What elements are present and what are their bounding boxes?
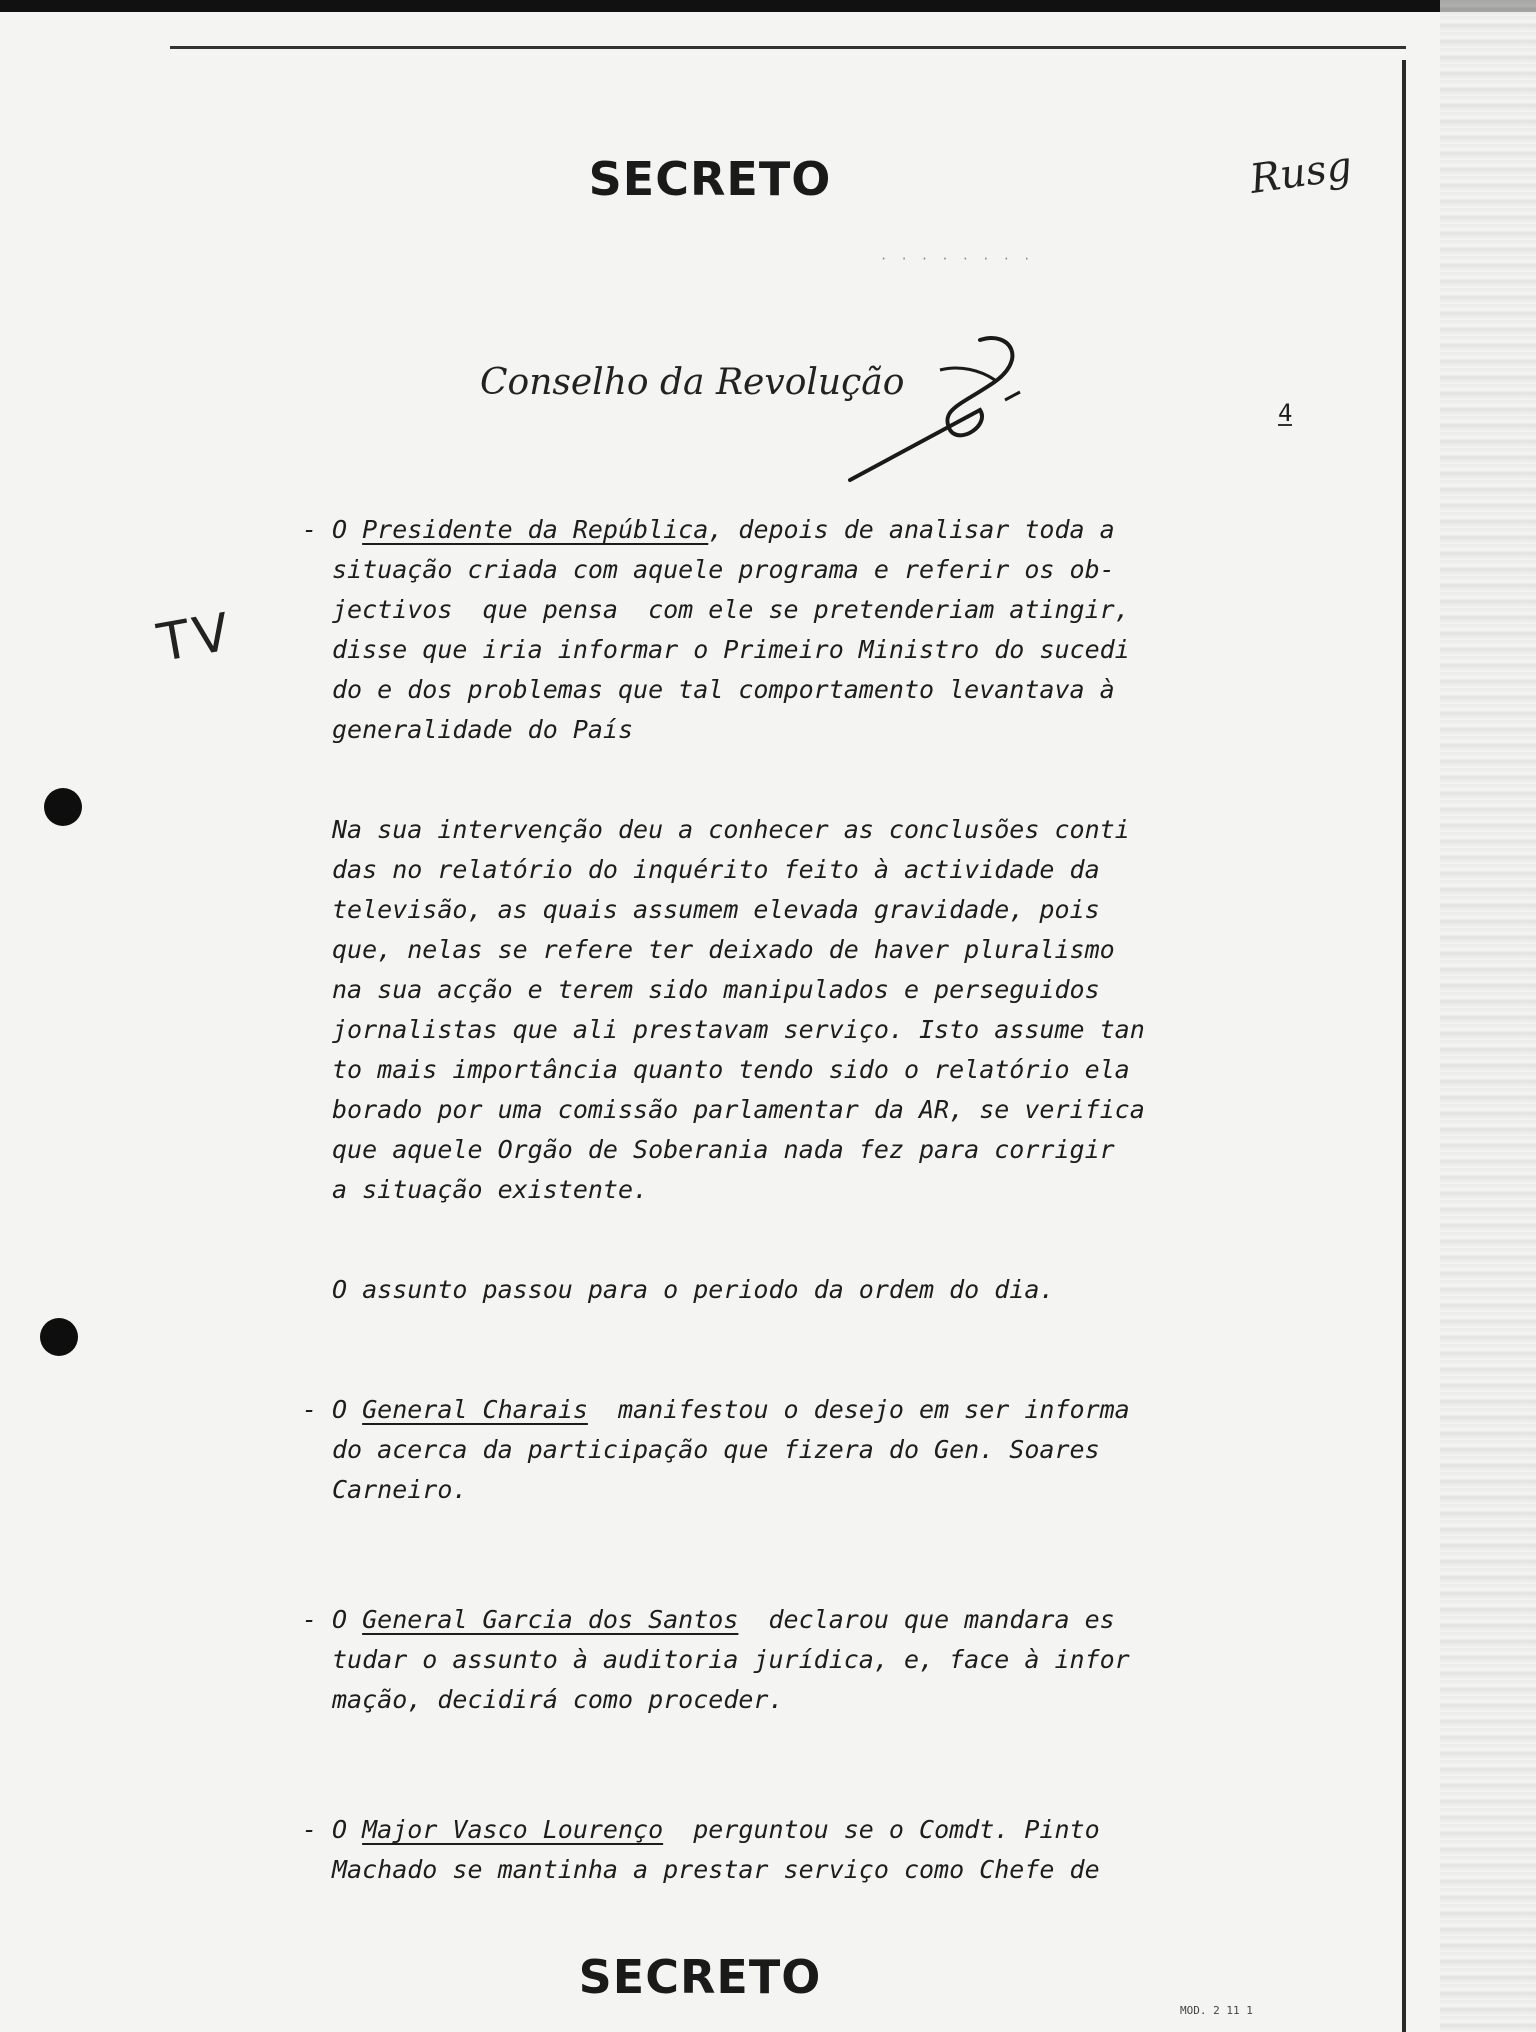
- text-line: [332, 550, 1130, 590]
- margin-note: TV: [153, 601, 238, 675]
- underlined-name: Major Vasco Lourenço: [362, 1815, 664, 1844]
- paragraph-bullet: -: [302, 515, 318, 544]
- text-run: que, nelas se refere ter deixado de haver pluralismo: [332, 935, 1115, 964]
- classification-stamp-bottom: SECRETO: [578, 1950, 822, 2004]
- text-run: televisão, as quais assumem elevada gravidade, pois: [332, 895, 1100, 924]
- text-line: [332, 590, 1130, 630]
- underlined-name: Presidente da República: [362, 515, 709, 544]
- text-line: [332, 1010, 1145, 1050]
- text-line: [332, 670, 1130, 710]
- paragraph-bullet: -: [302, 1395, 318, 1424]
- text-run: O: [332, 1395, 363, 1424]
- text-line: [332, 1640, 1130, 1680]
- handwritten-initials: Rusg: [1247, 143, 1355, 203]
- text-line: [332, 1050, 1145, 1090]
- text-run: do e dos problemas que tal comportamento levantava à: [332, 675, 1115, 704]
- paragraph: [332, 1390, 1130, 1510]
- text-run: na sua acção e terem sido manipulados e perseguidos: [332, 975, 1100, 1004]
- paragraph: [332, 1810, 1100, 1890]
- text-run: jectivos que pensa com ele se pretenderiam atingir,: [332, 595, 1130, 624]
- text-run: perguntou se o Comdt. Pinto: [663, 1815, 1100, 1844]
- text-run: generalidade do País: [332, 715, 634, 744]
- text-run: mação, decidirá como proceder.: [332, 1685, 784, 1714]
- text-line: [332, 890, 1145, 930]
- text-line: [332, 1470, 1130, 1510]
- paragraph: [332, 510, 1130, 750]
- text-line: [332, 510, 1130, 550]
- letterhead: Conselho da Revolução: [480, 362, 905, 403]
- text-line: [332, 1850, 1100, 1890]
- text-line: [332, 1430, 1130, 1470]
- paragraph: [332, 1270, 1054, 1310]
- text-run: tudar o assunto à auditoria jurídica, e, face à infor: [332, 1645, 1130, 1674]
- form-code: MOD. 2 11 1: [1180, 2004, 1253, 2017]
- text-line: [332, 1680, 1130, 1720]
- text-line: [332, 850, 1145, 890]
- right-margin-rule: [1402, 60, 1406, 2032]
- text-run: to mais importância quanto tendo sido o relatório ela: [332, 1055, 1130, 1084]
- text-line: [332, 1130, 1145, 1170]
- text-run: que aquele Orgão de Soberania nada fez para corrigir: [332, 1135, 1115, 1164]
- text-line: [332, 1090, 1145, 1130]
- underlined-name: General Charais: [362, 1395, 588, 1424]
- text-line: [332, 1170, 1145, 1210]
- punch-hole: [40, 1318, 78, 1356]
- text-run: do acerca da participação que fizera do Gen. Soares: [332, 1435, 1100, 1464]
- scan-edge-noise: [1440, 0, 1536, 2032]
- text-run: situação criada com aquele programa e referir os ob-: [332, 555, 1115, 584]
- punch-hole: [44, 788, 82, 826]
- classification-stamp-top: SECRETO: [588, 152, 832, 206]
- text-line: [332, 1390, 1130, 1430]
- paragraph: [332, 810, 1145, 1210]
- text-run: manifestou o desejo em ser informa: [587, 1395, 1130, 1424]
- text-line: [332, 1810, 1100, 1850]
- text-run: Na sua intervenção deu a conhecer as conclusões conti: [332, 815, 1130, 844]
- text-line: [332, 1600, 1130, 1640]
- paragraph-bullet: -: [302, 1605, 318, 1634]
- text-line: [332, 970, 1145, 1010]
- text-run: borado por uma comissão parlamentar da AR, se verifica: [332, 1095, 1145, 1124]
- text-run: a situação existente.: [332, 1175, 649, 1204]
- text-run: Carneiro.: [332, 1475, 468, 1504]
- text-run: O: [332, 1815, 363, 1844]
- text-run: O assunto passou para o periodo da ordem do dia.: [332, 1275, 1055, 1304]
- signature: [830, 330, 1050, 490]
- text-line: [332, 630, 1130, 670]
- top-rule: [170, 46, 1406, 49]
- text-run: das no relatório do inquérito feito à actividade da: [332, 855, 1100, 884]
- text-run: O: [332, 515, 363, 544]
- text-line: [332, 710, 1130, 750]
- text-line: [332, 1270, 1054, 1310]
- text-run: jornalistas que ali prestavam serviço. Isto assume tan: [332, 1015, 1145, 1044]
- underlined-name: General Garcia dos Santos: [362, 1605, 739, 1634]
- scan-top-edge: [0, 0, 1536, 12]
- text-run: disse que iria informar o Primeiro Ministro do sucedi: [332, 635, 1130, 664]
- text-line: [332, 810, 1145, 850]
- text-run: O: [332, 1605, 363, 1634]
- page-number: 4: [1278, 399, 1293, 427]
- text-run: , depois de analisar toda a: [708, 515, 1115, 544]
- faint-scan-marks: · · · · · · · ·: [880, 252, 1034, 266]
- text-run: declarou que mandara es: [738, 1605, 1115, 1634]
- text-run: Machado se mantinha a prestar serviço como Chefe de: [332, 1855, 1100, 1884]
- paragraph-bullet: -: [302, 1815, 318, 1844]
- paragraph: [332, 1600, 1130, 1720]
- text-line: [332, 930, 1145, 970]
